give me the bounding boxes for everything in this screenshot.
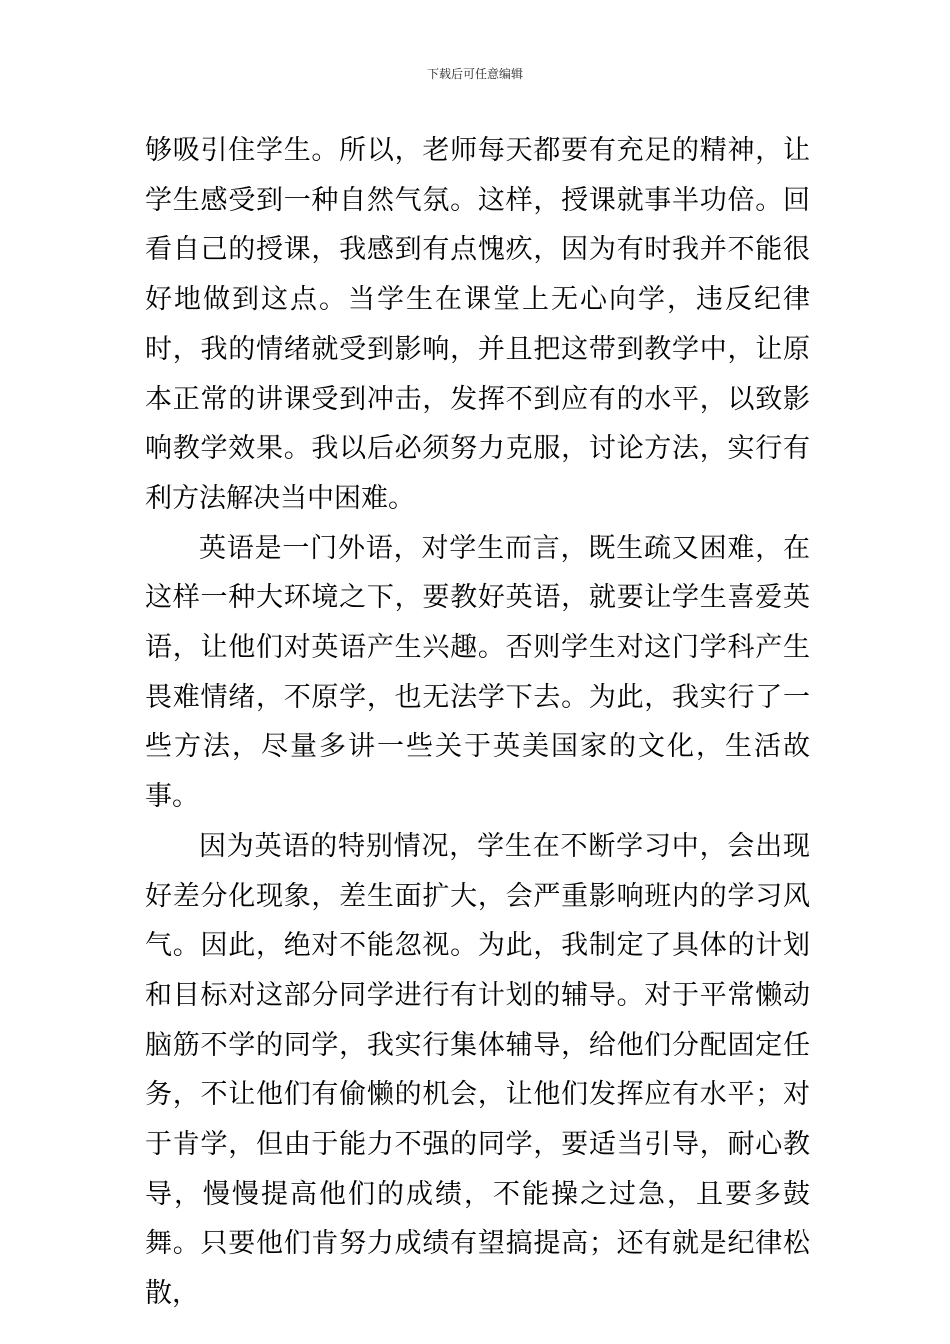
document-body bbox=[145, 126, 810, 1319]
paragraph-2: 英语是一门外语，对学生而言，既生疏又困难，在这样一种大环境之下，要教好英语，就要让学生喜爱英语，让他们对英语产生兴趣。否则学生对这门学科产生畏难情绪，不原学，也无法学下去。为此，我实行了一些方法，尽量多讲一些关于英美国家的文化，生活故事。 bbox=[145, 532, 810, 813]
paragraph-3: 因为英语的特别情况，学生在不断学习中，会出现好差分化现象，差生面扩大，会严重影响班内的学习风气。因此，绝对不能忽视。为此，我制定了具体的计划和目标对这部分同学进行有计划的辅导。对于平常懒动脑筋不学的同学，我实行集体辅导，给他们分配固定任务，不让他们有偷懒的机会，让他们发挥应有水平；对于肯学，但由于能力不强的同学，要适当引导，耐心教导，慢慢提高他们的成绩，不能操之过急，且要多鼓舞。只要他们肯努力成绩有望搞提高；还有就是纪律松散， bbox=[145, 830, 810, 1310]
page-header: 下载后可任意编辑 bbox=[426, 67, 523, 81]
paragraph-1: 够吸引住学生。所以，老师每天都要有充足的精神，让学生感受到一种自然气氛。这样，授课就事半功倍。回看自己的授课，我感到有点愧疚，因为有时我并不能很好地做到这点。当学生在课堂上无心向学，违反纪律时，我的情绪就受到影响，并且把这带到教学中，让原本正常的讲课受到冲击，发挥不到应有的水平，以致影响教学效果。我以后必须努力克服，讨论方法，实行有利方法解决当中困难。 bbox=[145, 135, 810, 514]
